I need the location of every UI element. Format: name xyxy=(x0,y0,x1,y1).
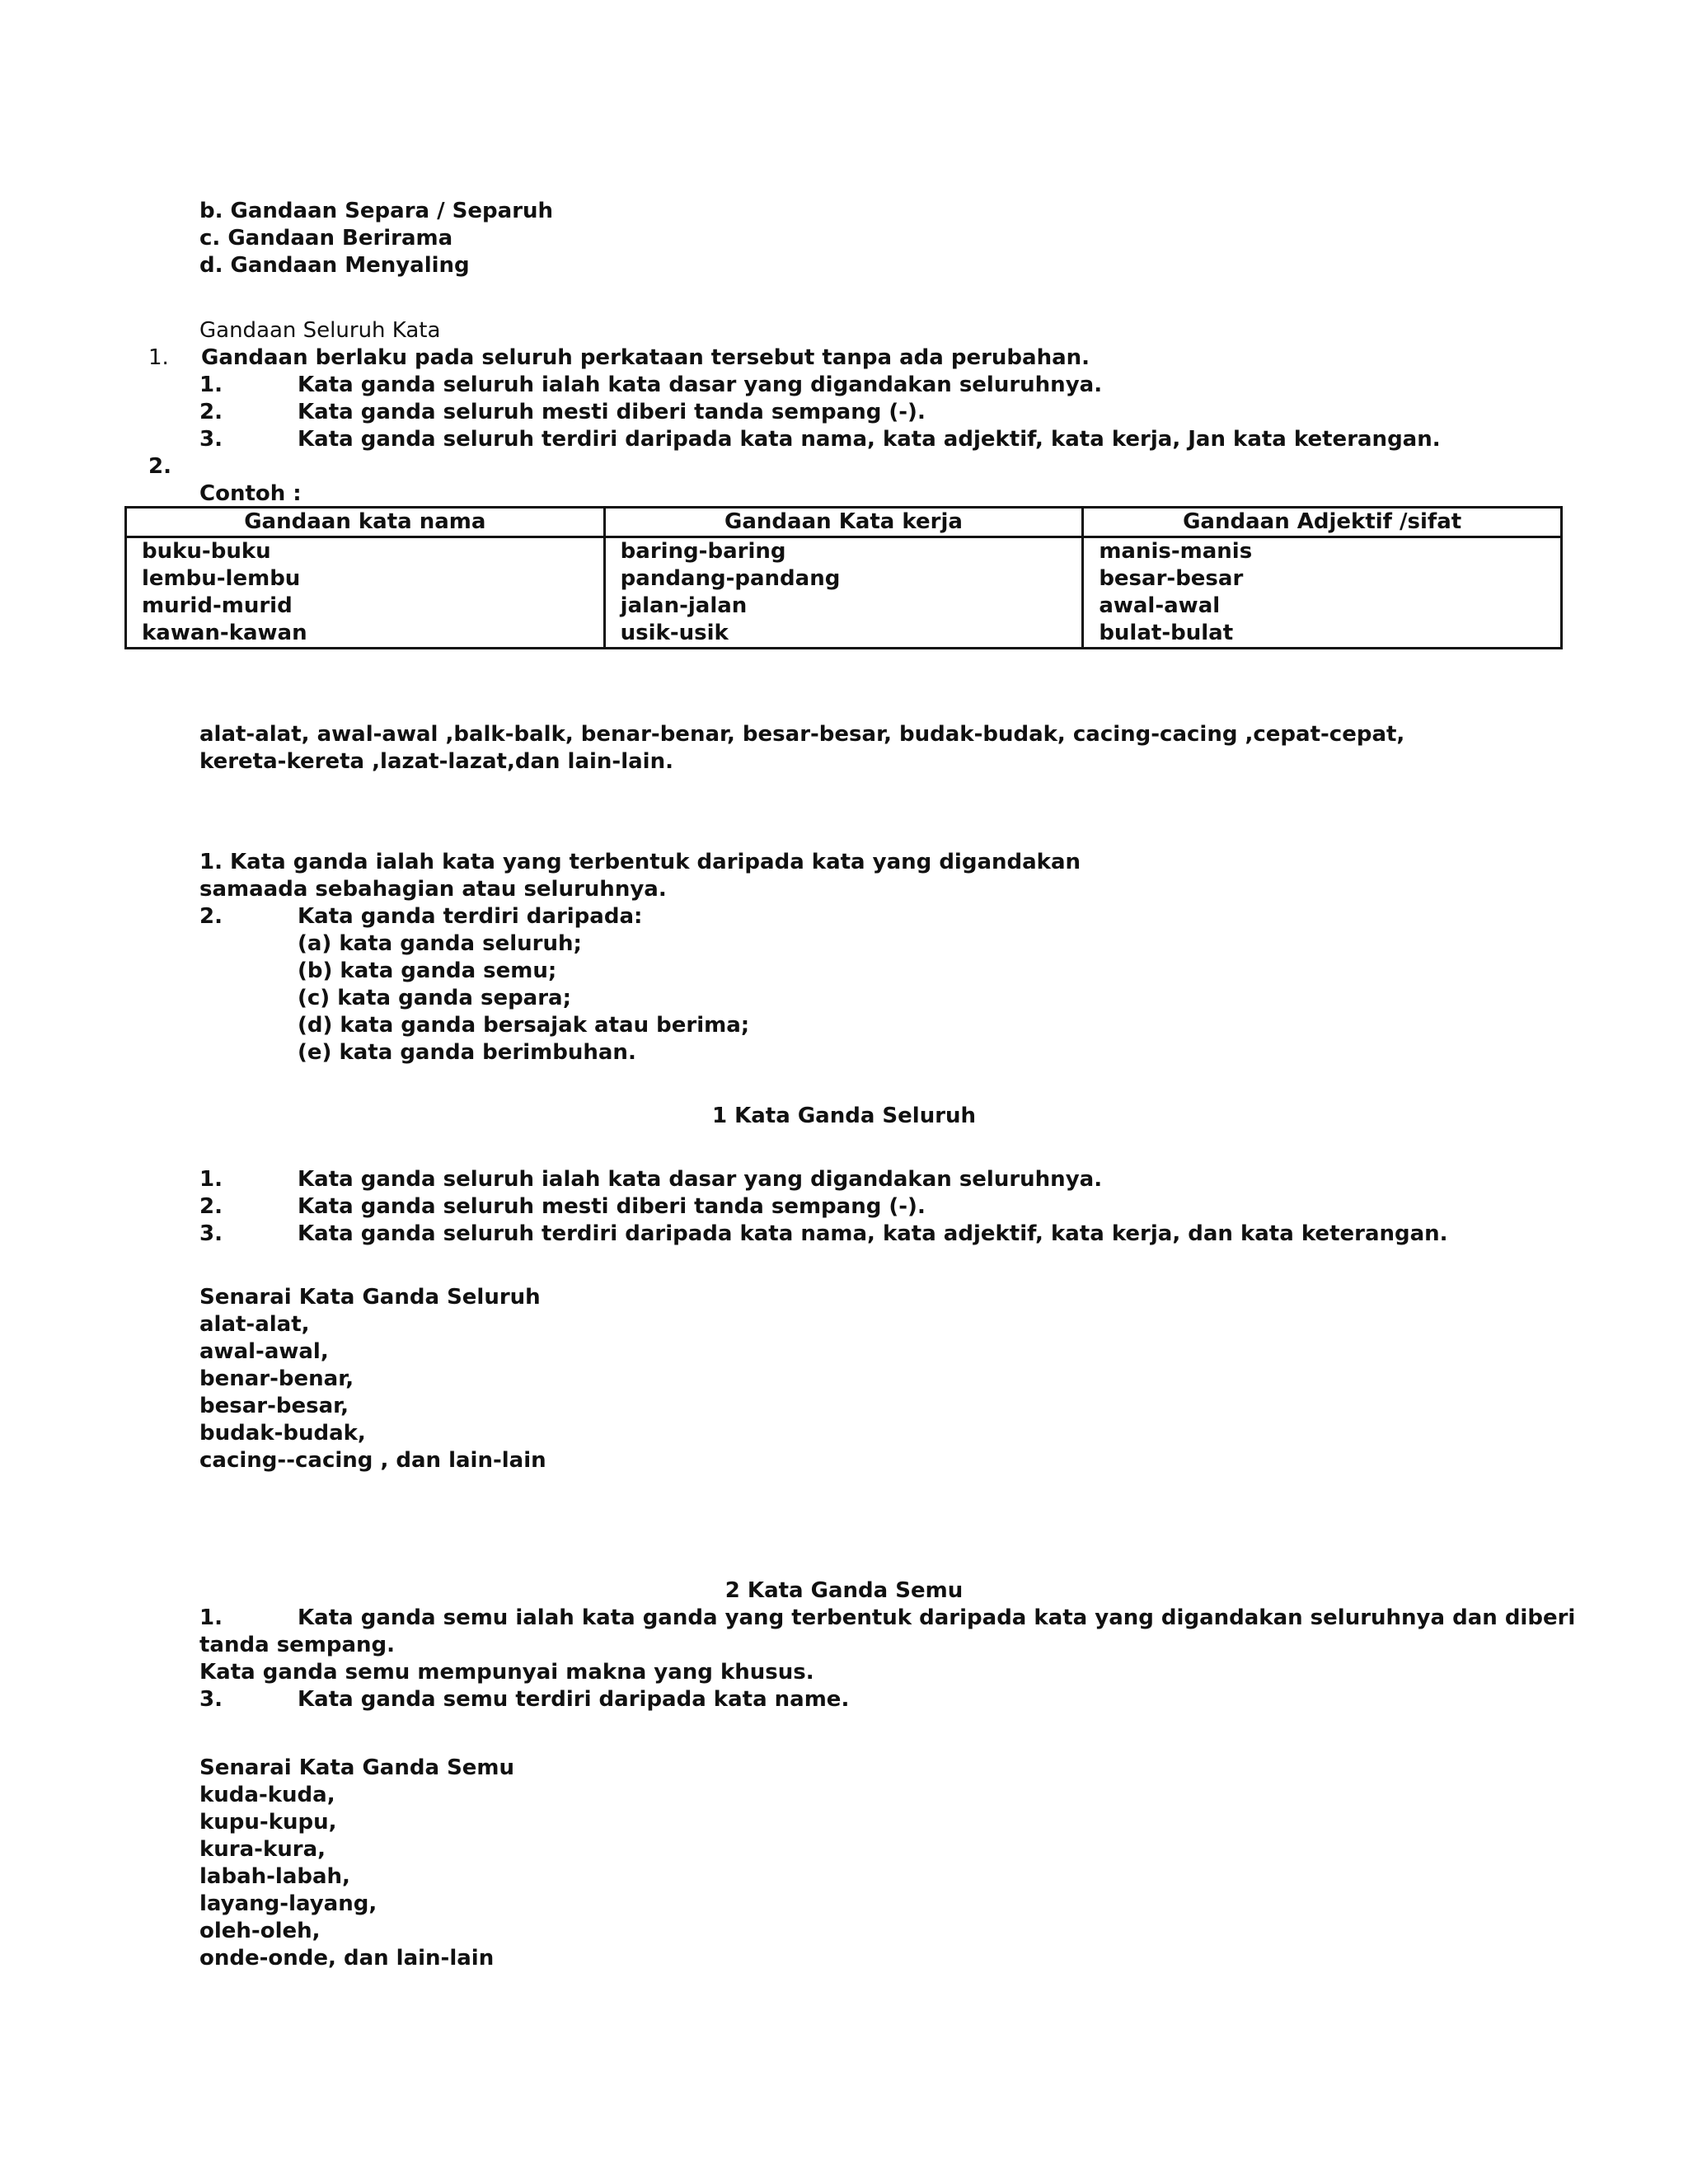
list-item: labah-labah, xyxy=(199,1864,350,1889)
table-row xyxy=(126,565,1562,593)
list-item: alat-alat, xyxy=(199,1312,310,1337)
list-item: kura-kura, xyxy=(199,1837,326,1862)
table-cell: lembu-lembu xyxy=(126,565,605,593)
point-text: Kata ganda semu mempunyai makna yang khusus. xyxy=(199,1660,814,1685)
table-cell: pandang-pandang xyxy=(604,565,1083,593)
list-item: awal-awal, xyxy=(199,1339,329,1364)
table-cell: bulat-bulat xyxy=(1083,620,1562,649)
sub-item: (c) kata ganda separa; xyxy=(298,986,571,1010)
point-number: 2. xyxy=(199,400,223,424)
table-cell: kawan-kawan xyxy=(126,620,605,649)
table-row xyxy=(126,593,1562,620)
table-cell: usik-usik xyxy=(604,620,1083,649)
point-text: Kata ganda seluruh terdiri daripada kata nama, kata adjektif, kata kerja, dan kata keterangan. xyxy=(298,1221,1448,1246)
list-item: layang-layang, xyxy=(199,1891,377,1916)
table-header-cell: Gandaan Adjektif /sifat xyxy=(1083,508,1562,537)
section-title: 2 Kata Ganda Semu xyxy=(724,1578,964,1603)
point-number: 1. xyxy=(199,373,223,397)
list-item: benar-benar, xyxy=(199,1366,354,1391)
intro-item: c. Gandaan Berirama xyxy=(199,226,453,251)
point-continuation: tanda sempang. xyxy=(199,1633,396,1657)
list-title: Senarai Kata Ganda Seluruh xyxy=(199,1285,541,1310)
intro-item: d. Gandaan Menyaling xyxy=(199,253,470,278)
point-text: Kata ganda seluruh mesti diberi tanda sempang (-). xyxy=(298,1194,926,1219)
example-line: kereta-kereta ,lazat-lazat,dan lain-lain. xyxy=(199,749,673,774)
list-item: kupu-kupu, xyxy=(199,1810,337,1835)
table-cell: buku-buku xyxy=(126,537,605,566)
list-title: Senarai Kata Ganda Semu xyxy=(199,1755,515,1780)
sub-item: (d) kata ganda bersajak atau berima; xyxy=(298,1013,750,1038)
definition-line: samaada sebahagian atau seluruhnya. xyxy=(199,877,667,902)
intro-item: b. Gandaan Separa / Separuh xyxy=(199,199,554,223)
table-cell: awal-awal xyxy=(1083,593,1562,620)
point-number: 2. xyxy=(199,904,223,929)
table-cell: manis-manis xyxy=(1083,537,1562,566)
outer-number: 2. xyxy=(148,454,171,479)
list-item: besar-besar, xyxy=(199,1394,349,1418)
table-header-cell: Gandaan kata nama xyxy=(126,508,605,537)
table-cell: baring-baring xyxy=(604,537,1083,566)
list-item: kuda-kuda, xyxy=(199,1783,335,1807)
definition-line: 1. Kata ganda ialah kata yang terbentuk daripada kata yang digandakan xyxy=(199,850,1081,874)
sub-item: (b) kata ganda semu; xyxy=(298,958,557,983)
point-number: 1. xyxy=(199,1167,223,1192)
table-row xyxy=(126,537,1562,566)
point-number: 1. xyxy=(199,1605,223,1630)
sub-item: (e) kata ganda berimbuhan. xyxy=(298,1040,636,1065)
contoh-table xyxy=(124,506,1563,649)
point-text: Kata ganda seluruh ialah kata dasar yang digandakan seluruhnya. xyxy=(298,373,1103,397)
point-text: Kata ganda seluruh ialah kata dasar yang digandakan seluruhnya. xyxy=(298,1167,1103,1192)
point-text: Kata ganda semu terdiri daripada kata name. xyxy=(298,1687,850,1712)
table-header-row xyxy=(126,508,1562,537)
point-number: 3. xyxy=(199,1687,223,1712)
sub-item: (a) kata ganda seluruh; xyxy=(298,931,582,956)
point-number: 3. xyxy=(199,427,223,452)
point-text: Kata ganda semu ialah kata ganda yang terbentuk daripada kata yang digandakan seluruhnya dan diberi xyxy=(298,1605,1576,1630)
outer-item-text: Gandaan berlaku pada seluruh perkataan tersebut tanpa ada perubahan. xyxy=(201,345,1090,370)
section-title: 1 Kata Ganda Seluruh xyxy=(711,1104,977,1128)
list-item: oleh-oleh, xyxy=(199,1919,321,1943)
point-text: Kata ganda seluruh terdiri daripada kata nama, kata adjektif, kata kerja, Jan kata keterangan. xyxy=(298,427,1441,452)
table-header-cell: Gandaan Kata kerja xyxy=(604,508,1083,537)
list-item: onde-onde, dan lain-lain xyxy=(199,1946,495,1971)
table-cell: murid-murid xyxy=(126,593,605,620)
section-heading: Gandaan Seluruh Kata xyxy=(199,318,441,343)
table-cell: jalan-jalan xyxy=(604,593,1083,620)
outer-number: 1. xyxy=(148,345,169,370)
contoh-label: Contoh : xyxy=(199,481,302,506)
list-item: budak-budak, xyxy=(199,1421,366,1446)
list-item: cacing--cacing , dan lain-lain xyxy=(199,1448,546,1473)
table-row xyxy=(126,620,1562,649)
table-cell: besar-besar xyxy=(1083,565,1562,593)
example-line: alat-alat, awal-awal ,balk-balk, benar-benar, besar-besar, budak-budak, cacing-cacing ,cepat-cepat, xyxy=(199,722,1405,747)
point-text: Kata ganda terdiri daripada: xyxy=(298,904,643,929)
point-number: 2. xyxy=(199,1194,223,1219)
point-text: Kata ganda seluruh mesti diberi tanda sempang (-). xyxy=(298,400,926,424)
point-number: 3. xyxy=(199,1221,223,1246)
